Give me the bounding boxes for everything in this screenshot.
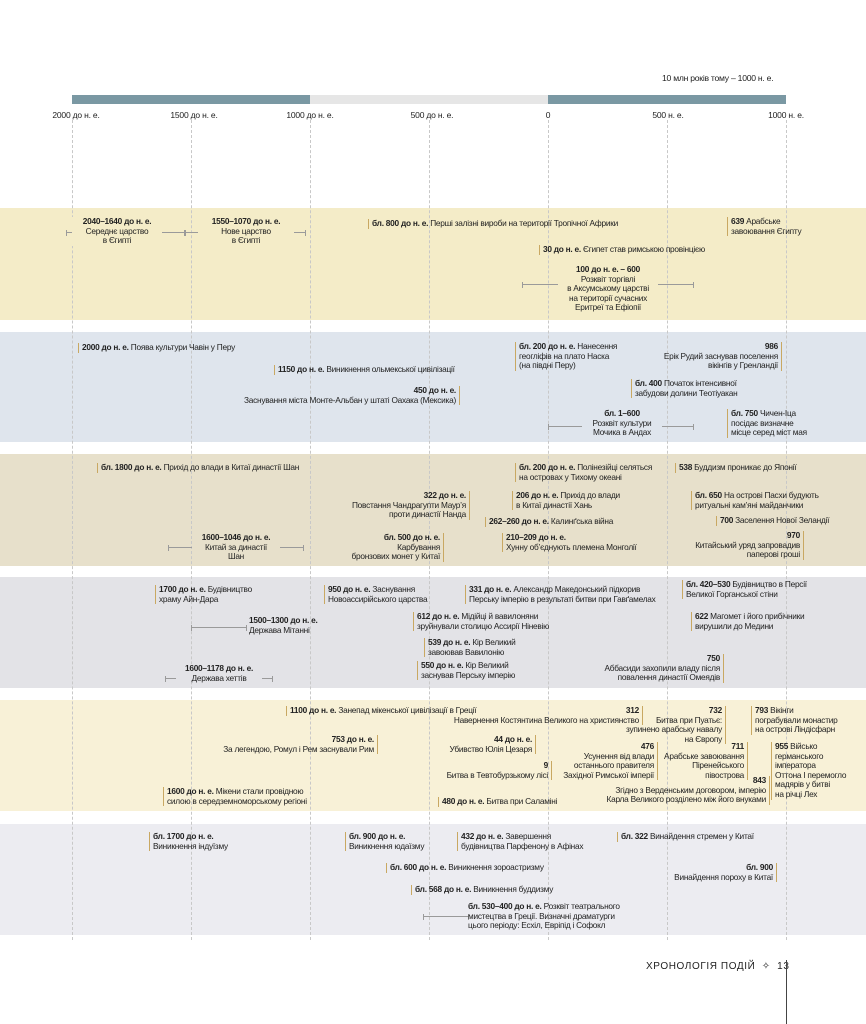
grid-line (548, 120, 549, 940)
event: бл. 1700 до н. е. Виникнення індуїзму (149, 832, 228, 851)
event: 432 до н. е. Завершення будівництва Парфенону в Афінах (457, 832, 583, 851)
event: бл. 600 до н. е. Виникнення зороастризму (386, 863, 544, 873)
event: бл. 900 Винайдення пороху в Китаї (660, 863, 777, 882)
event: 612 до н. е. Мідійці й вавилоняни зруйнували столицю Ассирії Ніневію (413, 612, 549, 631)
event: 843 Згідно з Верденським договором, імперію Карла Великого розділено між його внуками (570, 776, 770, 805)
event: 1600–1178 до н. е. Держава хеттів (176, 664, 262, 683)
event: бл. 1–600 Розквіт культури Мочика в Андах (582, 409, 662, 438)
event: 753 до н. е. За легендою, Ромул і Рем заснували Рим (204, 735, 378, 754)
event: 550 до н. е. Кір Великий заснував Перську імперію (417, 661, 515, 680)
event: бл. 500 до н. е. Карбування бронзових монет у Китаї (338, 533, 444, 562)
axis-bar-segment-3 (548, 95, 786, 104)
grid-line (667, 120, 668, 940)
event: бл. 900 до н. е. Виникнення юдаїзму (345, 832, 424, 851)
axis-label: 1500 до н. е. (170, 110, 218, 120)
event: 262–260 до н. е. Калинґська війна (485, 517, 613, 527)
event: 480 до н. е. Битва при Саламіні (438, 797, 557, 807)
event: бл. 200 до н. е. Нанесення геогліфів на плато Наска (на півдні Перу) (515, 342, 617, 371)
event: 750 Аббасиди захопили владу після повалення династії Омеядів (584, 654, 724, 683)
event: 711 Арабське завоювання Піренейського півострова (660, 742, 748, 780)
event: 1100 до н. е. Занепад мікенської цивілізації в Греції (286, 706, 476, 716)
event: 539 до н. е. Кір Великий завоював Вавилонію (424, 638, 516, 657)
page-number: 13 (777, 961, 790, 972)
sparkle-icon: ✧ (761, 961, 771, 972)
event: 1700 до н. е. Будівництво храму Айн-Дара (155, 585, 252, 604)
scale-note: 10 млн років тому – 1000 н. е. (662, 73, 774, 83)
grid-line (310, 120, 311, 940)
event: 732 Битва при Пуатьє: зупинено арабську навалу на Європу (620, 706, 726, 744)
event: 322 до н. е. Повстання Чандрагупти Маур’я проти династії Нанда (330, 491, 470, 520)
event: 950 до н. е. Заснування Новоассирійського царства (324, 585, 427, 604)
event: 9 Битва в Тевтобурзькому лісі (440, 761, 552, 780)
event: 44 до н. е. Убивство Юлія Цезаря (440, 735, 536, 754)
event: бл. 530–400 до н. е. Розквіт театрального мистецтва в Греції. Визначні драматурги цього періоду: Есхіл, Евріпід і Софокл (468, 901, 620, 931)
range-bar (423, 916, 469, 917)
axis-label: 500 н. е. (652, 110, 684, 120)
axis-bar-segment-2 (310, 95, 548, 104)
event: 312 Навернення Костянтина Великого на християнство (428, 706, 643, 725)
footer-label (646, 961, 790, 972)
event: 450 до н. е. Заснування міста Монте-Альбан у штаті Оахака (Мексика) (222, 386, 460, 405)
event: бл. 650 На острові Пасхи будують ритуальні кам’яні майданчики (691, 491, 819, 510)
event: бл. 750 Чичен-Іца посідає визначне місце серед міст мая (727, 409, 807, 438)
axis-label: 1000 до н. е. (286, 110, 334, 120)
event: 1150 до н. е. Виникнення ольмекської цивілізації (274, 365, 455, 375)
event: 210–209 до н. е. Хунну об’єднують племена Монголії (502, 533, 637, 552)
range-bar (191, 627, 247, 628)
event: 1600–1046 до н. е. Китай за династії Шан (192, 533, 280, 562)
event: 30 до н. е. Єгипет став римською провінцією (539, 245, 705, 255)
axis-bar-segment-1 (72, 95, 310, 104)
event: 100 до н. е. – 600 Розквіт торгівлі в Аксумському царстві на території сучасних Еритреї та Ефіопії (558, 265, 658, 313)
event: 955 Військо германського імператора Оттона І перемогло мадярів у битві на річці Лех (771, 742, 846, 800)
axis-label: 1000 н. е. (768, 110, 804, 120)
event: 331 до н. е. Александр Македонський підкорив Перську імперію в результаті битви при Гавґамелах (465, 585, 656, 604)
event: бл. 1800 до н. е. Прихід до влади в Китаї династії Шан (97, 463, 299, 473)
axis-label: 500 до н. е. (410, 110, 454, 120)
event: бл. 400 Початок інтенсивної забудови долини Теотіуакан (631, 379, 737, 398)
event: бл. 322 Винайдення стремен у Китаї (617, 832, 754, 842)
event: 476 Усунення від влади останнього правителя Західної Римської імперії (560, 742, 658, 780)
event: 1550–1070 до н. е. Нове царство в Єгипті (198, 217, 294, 246)
event: 986 Ерік Рудий заснував поселення вікінгів у Гренландії (640, 342, 782, 371)
event: бл. 200 до н. е. Полінезійці селяться на островах у Тихому океані (515, 463, 652, 482)
event: 1500–1300 до н. е. Держава Мітанні (249, 615, 318, 635)
footer-title: ХРОНОЛОГІЯ ПОДІЙ (646, 961, 756, 972)
event: 2000 до н. е. Поява культури Чавін у Перу (78, 343, 235, 353)
axis-label: 2000 до н. е. (52, 110, 100, 120)
event: 2040–1640 до н. е. Середнє царство в Єгипті (72, 217, 162, 246)
event: бл. 420–530 Будівництво в Персії Великої Горганської стіни (682, 580, 807, 599)
event: 793 Вікінги пограбували монастир на острові Ліндісфарн (751, 706, 838, 735)
footer-divider (786, 960, 787, 1024)
event: 639 Арабське завоювання Єгипту (727, 217, 801, 236)
grid-line (429, 120, 430, 940)
axis-label: 0 (545, 110, 551, 120)
event: 206 до н. е. Прихід до влади в Китаї династії Хань (512, 491, 620, 510)
event: 700 Заселення Нової Зеландії (716, 516, 829, 526)
event: 538 Буддизм проникає до Японії (675, 463, 796, 473)
event: бл. 800 до н. е. Перші залізні вироби на території Тропічної Африки (368, 219, 618, 229)
event: бл. 568 до н. е. Виникнення буддизму (411, 885, 553, 895)
event: 1600 до н. е. Мікени стали провідною силою в середземноморському регіоні (163, 787, 307, 806)
event: 970 Китайський уряд запровадив паперові гроші (680, 531, 804, 560)
event: 622 Магомет і його прибічники вирушили до Медини (691, 612, 804, 631)
grid-line (191, 120, 192, 940)
